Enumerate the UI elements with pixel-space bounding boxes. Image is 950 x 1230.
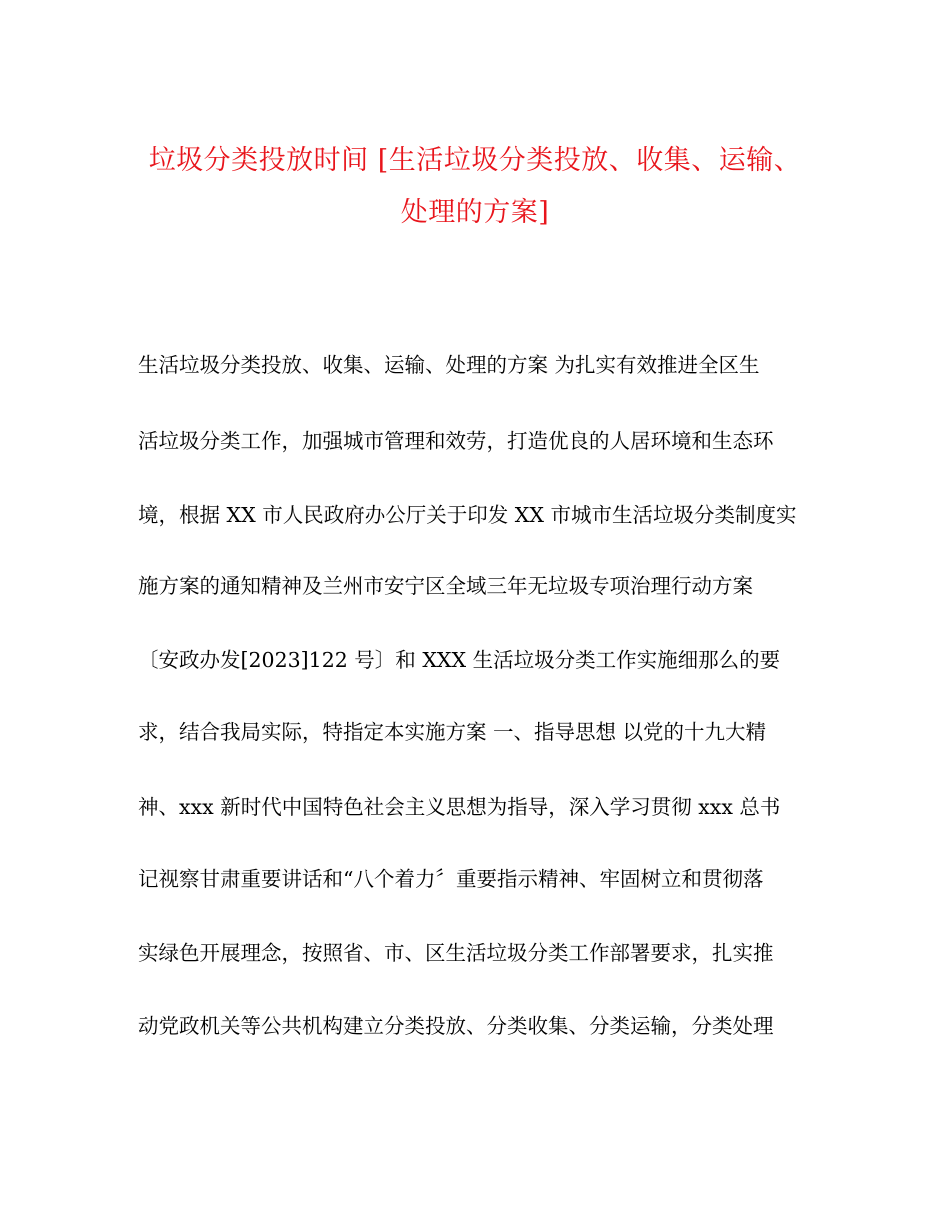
document-title-line-1: 垃圾分类投放时间 [生活垃圾分类投放、收集、运输、 <box>148 145 802 176</box>
body-line-7: 神、xxx 新时代中国特色社会主义思想为指导，深入学习贯彻 xxx 总书 <box>138 795 781 819</box>
body-line-8: 记视察甘肃重要讲话和“八个着力〞重要指示精神、牢固树立和贯彻落 <box>138 867 764 891</box>
body-line-9: 实绿色开展理念，按照省、市、区生活垃圾分类工作部署要求，扎实推 <box>138 941 774 965</box>
body-line-10: 动党政机关等公共机构建立分类投放、分类收集、分类运输，分类处理 <box>138 1014 774 1038</box>
body-line-4: 施方案的通知精神及兰州市安宁区全域三年无垃圾专项治理行动方案 <box>138 574 753 598</box>
body-line-6: 求，结合我局实际，特指定本实施方案 一、指导思想 以党的十九大精 <box>138 720 767 744</box>
document-title-line-2: 处理的方案] <box>400 197 550 228</box>
body-line-2: 活垃圾分类工作，加强城市管理和效劳，打造优良的人居环境和生态环 <box>138 429 774 453</box>
body-line-5: 〔安政办发[2023]122 号〕和 XXX 生活垃圾分类工作实施细那么的要 <box>138 648 781 672</box>
body-line-1: 生活垃圾分类投放、收集、运输、处理的方案 为扎实有效推进全区生 <box>138 353 760 377</box>
body-line-3: 境，根据 XX 市人民政府办公厅关于印发 XX 市城市生活垃圾分类制度实 <box>138 503 797 527</box>
